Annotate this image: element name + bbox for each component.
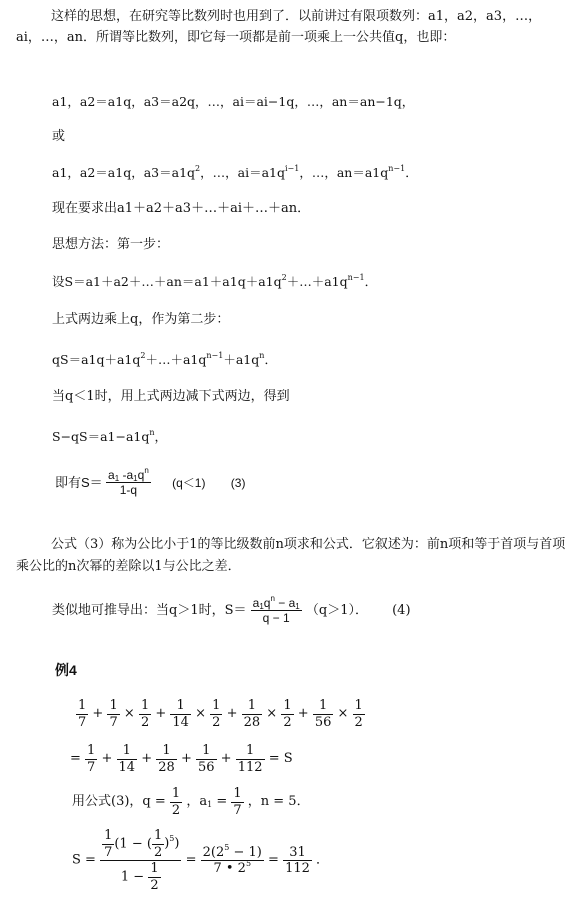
seq2-part: ，…，an＝a1q (299, 165, 389, 180)
or-label: 或 (52, 129, 66, 144)
seq2-part: a1，a2＝a1q，a3＝a1q (52, 165, 196, 180)
frac-1-112: $\frac{1}{112}$ (237, 743, 263, 775)
example-line-3 (72, 786, 310, 818)
frac-1-2: $\frac{1}{2}$ (171, 786, 181, 818)
sum-definition (52, 272, 377, 291)
formula-3-denominator: 1-q (119, 483, 138, 498)
formula-4 (52, 596, 411, 626)
seq2-sup: 2 (195, 164, 201, 173)
plus-sign: + (92, 706, 104, 722)
times-sign: × (123, 706, 135, 722)
frac-1-14: $\frac{1}{14}$ (172, 698, 189, 730)
seq2-sup: i−1 (284, 164, 300, 173)
formula-3-fraction (106, 468, 151, 498)
equals-s: = S (268, 751, 293, 767)
frac-1-28: $\frac{1}{28}$ (243, 698, 261, 730)
times-sign: × (266, 706, 278, 722)
plus-sign: + (220, 751, 232, 767)
formula-4-numerator: $a_1q^n - a_1$ (252, 594, 300, 611)
use-formula-text: 用公式(3)，q = (72, 794, 170, 810)
frac-1-2: $\frac{1}{2}$ (150, 861, 159, 893)
formula-4-condition: （q＞1）． (305, 602, 368, 618)
plus-sign: + (226, 706, 238, 722)
sequence-definition-1: a1，a2＝a1q，a3＝a2q，…，ai＝ai−1q，…，an＝an−1q， (52, 94, 415, 109)
frac-1-2: $\frac{1}{2}$ (153, 828, 163, 860)
diff-part: S−qS＝a1−a1q (52, 429, 150, 444)
times-sign: × (195, 706, 206, 722)
frac-1-7: $\frac{1}{7}$ (87, 743, 96, 775)
formula-3-numerator: $a_1$ $-a_1q^n$ (108, 466, 149, 483)
frac-1-2: $\frac{1}{2}$ (354, 698, 363, 730)
frac-1-2: $\frac{1}{2}$ (283, 698, 292, 730)
diff-part: ， (154, 429, 168, 444)
times-sign: × (337, 706, 349, 722)
equals-sign: = (268, 852, 279, 868)
frac-1-14: $\frac{1}{14}$ (118, 743, 136, 775)
example-line-1 (76, 698, 365, 730)
example-title: 例4 (55, 662, 77, 678)
sum-sup: 2 (281, 273, 287, 282)
step-two-label: 上式两边乘上q，作为第二步： (52, 312, 230, 327)
example-line-4 (72, 828, 329, 893)
sum-part: 设S＝a1＋a2＋…＋an＝a1＋a1q＋a1q (52, 274, 282, 289)
qs-part: ＋a1q (223, 352, 260, 367)
big-fraction-denominator: 1 − $\frac{1}{2}$ (120, 861, 159, 893)
frac-1-2: $\frac{1}{2}$ (140, 698, 150, 730)
sum-sup: n−1 (347, 273, 365, 282)
result-fraction: $\frac{31}{112}$ (285, 844, 310, 877)
a1-label: ，$a_1$ = (186, 794, 232, 810)
plus-sign: + (297, 706, 309, 722)
qs-part: ． (264, 352, 277, 367)
requirement-line: 现在要求出a1＋a2＋a3＋…＋ai＋…＋an． (52, 201, 311, 216)
frac-1-2: $\frac{1}{2}$ (212, 698, 221, 730)
s-equals: S = (72, 852, 96, 868)
formula-3-lead: 即有S＝ (55, 474, 103, 490)
plus-sign: + (180, 751, 192, 767)
big-fraction (100, 828, 181, 893)
formula-4-lead: 类似地可推导出：当q＞1时，S＝ (52, 602, 247, 618)
qs-part: qS＝a1q＋a1q (52, 352, 141, 367)
formula-4-denominator: q − 1 (262, 611, 290, 626)
frac-1-56: $\frac{1}{56}$ (314, 698, 332, 730)
equals-sign: = (70, 751, 81, 767)
plus-sign: + (101, 751, 113, 767)
step-one-label: 思想方法：第一步： (52, 237, 170, 252)
period: ． (316, 852, 330, 868)
frac-1-7: $\frac{1}{7}$ (78, 698, 87, 730)
qs-part: ＋…＋a1q (145, 352, 207, 367)
seq2-part: ，…，ai＝a1q (200, 165, 285, 180)
intro-paragraph: 这样的思想，在研究等比数列时也用到了．以前讲过有限项数列：a1，a2，a3，…，ai，…，an．所谓等比数列，即它每一项都是前一项乘上一公共值q，也即： (16, 9, 542, 45)
plus-sign: + (141, 751, 153, 767)
example-line-2 (70, 743, 293, 775)
frac-1-56: $\frac{1}{56}$ (197, 743, 215, 775)
sequence-definition-2 (52, 163, 418, 182)
sum-part: ． (364, 274, 378, 289)
n-value-text: ，n = 5． (247, 794, 310, 810)
frac-1-7: $\frac{1}{7}$ (104, 828, 113, 860)
qs-sup: n−1 (206, 351, 224, 360)
seq2-sup: n−1 (388, 164, 406, 173)
difference-equation (52, 427, 167, 446)
formula-3 (55, 468, 245, 498)
big-fraction-numerator: $\frac{1}{7}$ (1 − ( $\frac{1}{2}$ )$^5$) (100, 828, 181, 861)
formula-4-number: (4) (392, 602, 411, 618)
subtract-instruction: 当q＜1时，用上式两边减下式两边，得到 (52, 389, 290, 404)
frac-1-7: $\frac{1}{7}$ (233, 786, 242, 818)
formula-description: 公式（3）称为公比小于1的等比级数前n项求和公式．它叙述为：前n项和等于首项与首项乘公比的n次幂的差除以1与公比之差． (16, 537, 566, 574)
plus-sign: + (155, 706, 167, 722)
frac-1-28: $\frac{1}{28}$ (158, 743, 175, 775)
qs-sup: n (259, 351, 265, 360)
qs-equation (52, 350, 277, 369)
formula-4-fraction (251, 596, 302, 626)
qs-sup: 2 (140, 351, 146, 360)
formula-3-condition: (q＜1) (172, 475, 206, 490)
sum-part: ＋…＋a1q (286, 274, 348, 289)
equals-sign: = (185, 852, 197, 868)
frac-1-7: $\frac{1}{7}$ (109, 698, 118, 730)
seq2-part: ． (405, 165, 418, 180)
formula-3-number: (3) (230, 475, 246, 490)
mid-fraction: $\frac{2(2^5 - 1)}{7 • 2^5}$ (202, 842, 262, 877)
diff-sup: n (149, 428, 155, 437)
